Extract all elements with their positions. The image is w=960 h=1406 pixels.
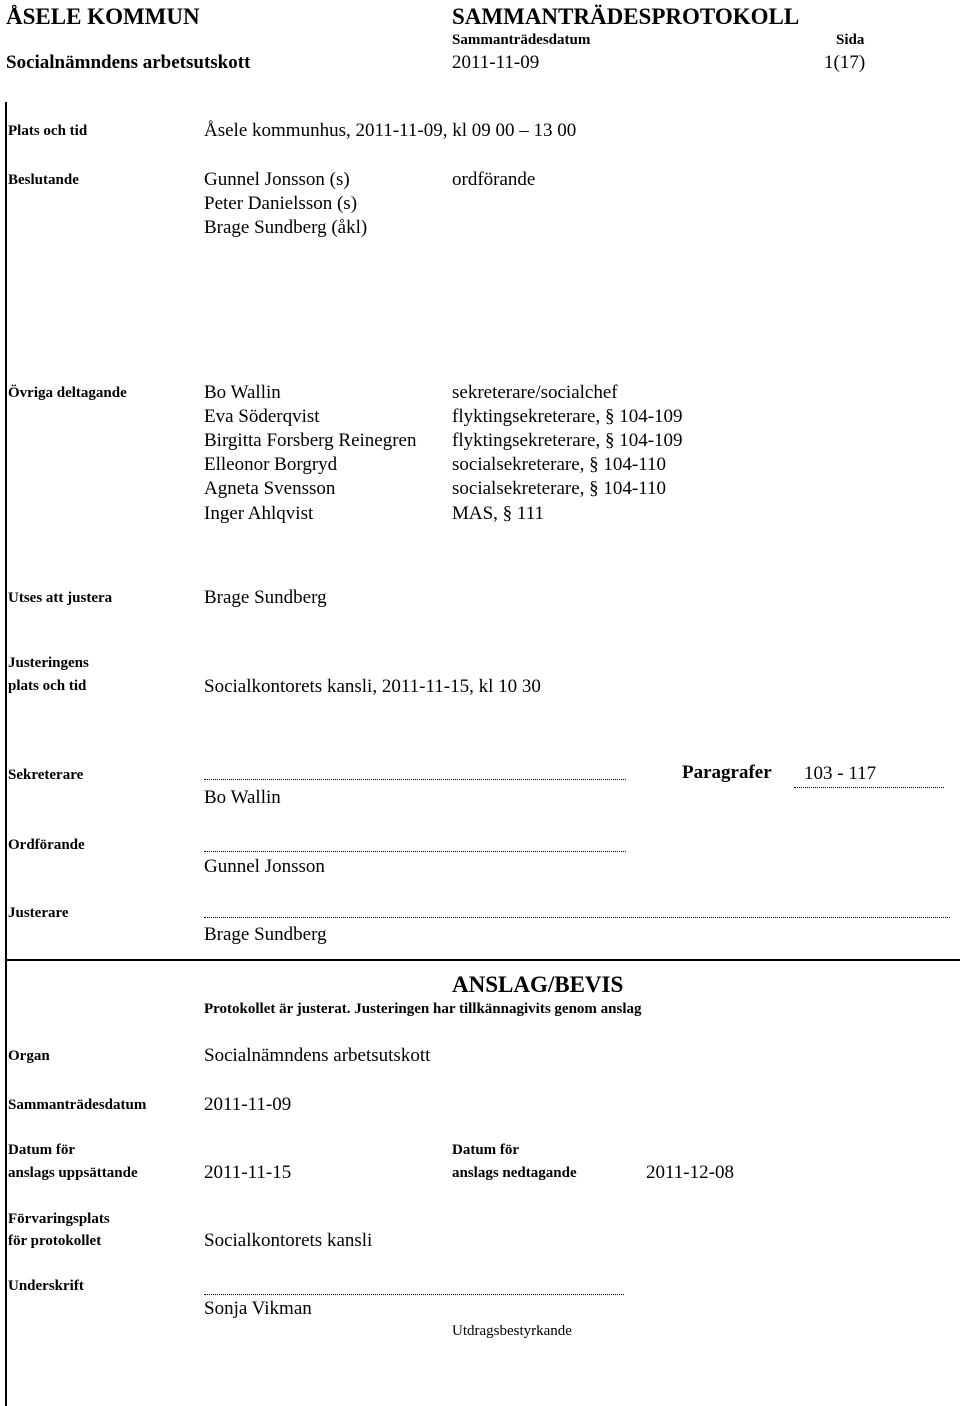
storage-label: Förvaringsplats	[8, 1211, 110, 1227]
signatory-adjuster-name: Brage Sundberg	[204, 924, 327, 945]
storage-value: Socialkontorets kansli	[204, 1230, 373, 1251]
participant-name: Inger Ahlqvist	[204, 503, 314, 524]
place-value: Åsele kommunhus, 2011-11-09, kl 09 00 – 13 00	[204, 120, 577, 141]
participant-role: flyktingsekreterare, § 104-109	[452, 406, 683, 427]
participant-name: Bo Wallin	[204, 382, 281, 403]
date-label: Sammanträdesdatum	[452, 32, 591, 48]
posted-label: anslags uppsättande	[8, 1165, 138, 1181]
notice-meeting-date: 2011-11-09	[204, 1094, 292, 1115]
adjuster-label: Utses att justera	[8, 590, 113, 606]
notice-title: ANSLAG/BEVIS	[452, 972, 624, 997]
participant-role: sekreterare/socialchef	[452, 382, 618, 403]
posted-label: Datum för	[8, 1142, 76, 1158]
secretary-signature-line	[204, 779, 626, 780]
participant-name: Elleonor Borgryd	[204, 454, 338, 475]
participant-name: Eva Söderqvist	[204, 406, 320, 427]
removed-date: 2011-12-08	[646, 1162, 734, 1183]
participant-name: Agneta Svensson	[204, 478, 336, 499]
adjust-place-value: Socialkontorets kansli, 2011-11-15, kl 10 30	[204, 676, 541, 697]
posted-date: 2011-11-15	[204, 1162, 292, 1183]
section-divider	[5, 959, 960, 961]
adjuster-signature-line	[204, 917, 950, 918]
participant-name: Birgitta Forsberg Reinegren	[204, 430, 417, 451]
deciding-label: Beslutande	[8, 172, 79, 188]
signatory-adjuster-label: Justerare	[8, 905, 69, 921]
adjuster-value: Brage Sundberg	[204, 587, 327, 608]
organ-value: Socialnämndens arbetsutskott	[204, 1045, 431, 1066]
document-type: SAMMANTRÄDESPROTOKOLL	[452, 4, 800, 29]
committee-name: Socialnämndens arbetsutskott	[6, 52, 251, 73]
secretary-name: Bo Wallin	[204, 787, 281, 808]
participant-role: socialsekreterare, § 104-110	[452, 478, 667, 499]
place-label: Plats och tid	[8, 123, 88, 139]
deciding-name: Peter Danielsson (s)	[204, 193, 358, 214]
org-name: ÅSELE KOMMUN	[6, 4, 200, 29]
paragraphs-line	[794, 787, 944, 788]
adjust-place-label: Justeringens	[8, 655, 89, 671]
removed-label: Datum för	[452, 1142, 520, 1158]
chair-signature-line	[204, 851, 626, 852]
participant-role: socialsekreterare, § 104-110	[452, 454, 667, 475]
signer-name: Sonja Vikman	[204, 1298, 312, 1319]
deciding-name: Gunnel Jonsson (s)	[204, 169, 350, 190]
deciding-name: Brage Sundberg (åkl)	[204, 217, 368, 238]
chair-label: Ordförande	[8, 837, 85, 853]
participant-role: flyktingsekreterare, § 104-109	[452, 430, 683, 451]
participant-role: MAS, § 111	[452, 503, 545, 524]
meeting-date: 2011-11-09	[452, 52, 540, 73]
notice-signature-line	[204, 1294, 624, 1295]
others-label: Övriga deltagande	[8, 385, 127, 401]
paragraphs-label: Paragrafer	[682, 762, 772, 783]
removed-label: anslags nedtagande	[452, 1165, 577, 1181]
notice-meeting-date-label: Sammanträdesdatum	[8, 1097, 147, 1113]
paragraphs-value: 103 - 117	[804, 763, 877, 784]
adjust-place-label: plats och tid	[8, 678, 87, 694]
storage-label: för protokollet	[8, 1233, 102, 1249]
notice-statement: Protokollet är justerat. Justeringen har tillkännagivits genom anslag	[204, 1001, 642, 1017]
deciding-role: ordförande	[452, 169, 536, 190]
organ-label: Organ	[8, 1048, 50, 1064]
left-margin-line	[5, 102, 7, 1406]
chair-name: Gunnel Jonsson	[204, 856, 325, 877]
page-number: 1(17)	[824, 52, 866, 73]
signature-label: Underskrift	[8, 1278, 84, 1294]
certified-label: Utdragsbestyrkande	[452, 1323, 572, 1339]
page-label: Sida	[836, 32, 865, 48]
secretary-label: Sekreterare	[8, 767, 84, 783]
